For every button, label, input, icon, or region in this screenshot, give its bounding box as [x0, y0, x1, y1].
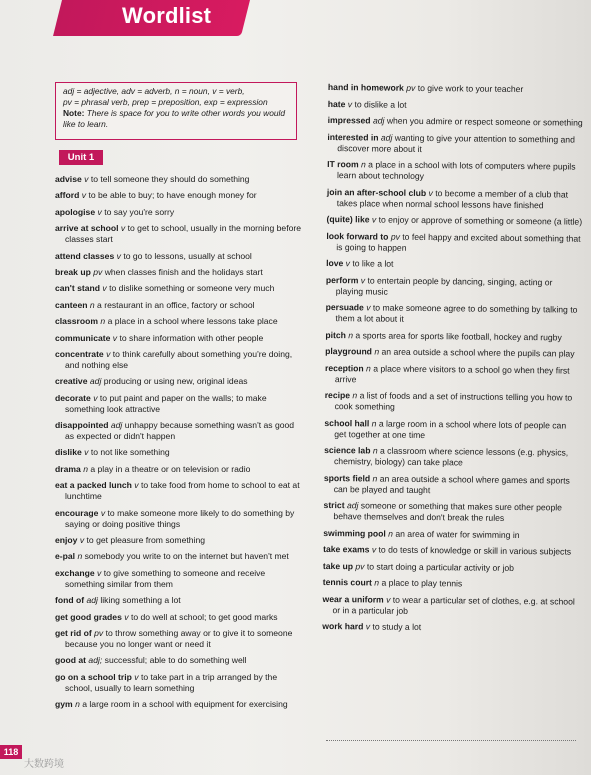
- entry-definition: to make someone more likely to do something by saying or doing positive things: [65, 507, 295, 529]
- entry-word: school hall: [324, 417, 370, 428]
- entry-definition: wanting to give your attention to something and discover more about it: [337, 132, 575, 154]
- wordlist-entry: [55, 551, 303, 562]
- entry-definition: to go to lessons, usually at school: [123, 250, 252, 261]
- entry-definition: when classes finish and the holidays start: [104, 266, 263, 277]
- entry-definition: to give something to someone and receive something similar from them: [65, 567, 266, 589]
- entry-part-of-speech: v: [97, 206, 102, 217]
- wordlist-entry: [55, 333, 303, 344]
- wordlist-entry: [322, 621, 578, 635]
- entry-part-of-speech: n: [100, 316, 106, 327]
- entry-definition: to start doing a particular activity or job: [366, 560, 515, 573]
- entry-word: IT room: [327, 158, 359, 170]
- entry-definition: to entertain people by dancing, singing, acting or playing music: [335, 274, 553, 297]
- entry-part-of-speech: v: [371, 214, 377, 225]
- entry-word: join an after-school club: [326, 186, 427, 198]
- entry-part-of-speech: adj: [86, 595, 98, 606]
- wordlist-entry: [55, 316, 303, 327]
- entry-definition: to think carefully about something you're doing, and nothing else: [65, 348, 293, 370]
- entry-part-of-speech: n: [75, 699, 80, 710]
- entry-word: get rid of: [55, 627, 92, 638]
- wordlist-entry: [326, 230, 582, 255]
- entry-part-of-speech: v: [345, 258, 351, 269]
- entry-word: eat a packed lunch: [55, 480, 132, 491]
- entry-part-of-speech: pv: [406, 82, 416, 93]
- entry-word: tennis court: [322, 576, 373, 588]
- entry-part-of-speech: v: [428, 187, 433, 198]
- entry-definition: to not like something: [90, 447, 170, 458]
- wordlist-entry: [327, 214, 583, 228]
- entry-part-of-speech: n: [372, 472, 378, 484]
- entry-word: take up: [322, 560, 354, 571]
- entry-definition: an area of water for swimming in: [395, 528, 520, 540]
- entry-part-of-speech: v: [84, 447, 89, 458]
- entry-part-of-speech: n: [83, 463, 88, 474]
- entry-definition: a sports area for sports like football, hockey and rugby: [355, 329, 562, 342]
- note-label: Note:: [63, 108, 85, 118]
- entry-part-of-speech: v: [360, 274, 366, 285]
- wordlist-entry: [55, 349, 303, 371]
- entry-word: arrive at school: [55, 223, 119, 234]
- wordlist-entry: [55, 480, 303, 502]
- wordlist-entry: [325, 329, 581, 343]
- entry-part-of-speech: n: [371, 417, 377, 429]
- abbreviations-box: [55, 82, 297, 140]
- entry-definition: to give work to your teacher: [417, 82, 524, 95]
- entry-part-of-speech: v: [79, 535, 85, 546]
- entry-definition: to take part in a trip arranged by the school, usually to learn something: [65, 671, 278, 693]
- wordlist-entry: [55, 420, 303, 442]
- wordlist-entry: [55, 628, 303, 650]
- unit-badge: Unit 1: [59, 150, 103, 165]
- entry-word: take exams: [323, 543, 370, 555]
- notes-line[interactable]: [326, 740, 576, 741]
- wordlist-entry: [324, 417, 580, 442]
- wordlist-entry: [55, 535, 303, 546]
- entry-definition: a place to play tennis: [381, 577, 463, 589]
- wordlist-entry: [55, 655, 303, 666]
- entry-word: (quite) like: [326, 213, 370, 225]
- entry-word: dislike: [55, 447, 82, 458]
- entry-definition: to study a lot: [372, 621, 422, 633]
- entry-definition: a large room in a school where lots of people can get together at one time: [334, 418, 567, 440]
- entry-word: attend classes: [55, 250, 115, 261]
- entry-word: canteen: [55, 299, 88, 310]
- entry-part-of-speech: v: [102, 283, 107, 294]
- entry-definition: a classroom where science lessons (e.g. physics, chemistry, biology) can take place: [333, 445, 569, 468]
- wordlist-entry: [323, 577, 579, 591]
- entry-word: can't stand: [55, 283, 101, 294]
- page-number: 118: [0, 745, 22, 759]
- entry-definition: to say you're sorry: [104, 206, 175, 217]
- wordlist-entry: [55, 267, 303, 278]
- entry-word: sports field: [323, 472, 371, 483]
- entry-word: hand in homework: [327, 82, 404, 93]
- wordlist-entry: [324, 445, 580, 470]
- entry-part-of-speech: pv: [93, 266, 103, 277]
- entry-word: recipe: [324, 389, 351, 401]
- entry-part-of-speech: n: [372, 445, 378, 456]
- wordlist-entry: [323, 527, 579, 541]
- entry-word: apologise: [55, 206, 96, 217]
- entry-part-of-speech: v: [106, 348, 111, 359]
- entry-part-of-speech: v: [134, 480, 139, 491]
- entry-part-of-speech: n: [388, 528, 394, 539]
- wordlist-entry: [323, 500, 579, 525]
- entry-definition: to do tests of knowledge or skill in various subjects: [378, 544, 572, 557]
- wordlist-entry: [55, 612, 303, 623]
- entry-definition: to become a member of a club that takes place when normal school lessons have finished: [336, 187, 569, 210]
- entry-part-of-speech: v: [97, 567, 102, 578]
- wordlist-entry: [55, 595, 303, 606]
- entry-part-of-speech: v: [100, 507, 106, 518]
- entry-definition: to dislike a lot: [354, 98, 407, 110]
- entry-part-of-speech: adj: [372, 115, 385, 126]
- entry-part-of-speech: v: [124, 611, 129, 622]
- entry-part-of-speech: v: [116, 250, 121, 261]
- entry-word: love: [326, 257, 344, 269]
- wordlist-entry: [55, 508, 303, 530]
- entry-definition: somebody you write to on the internet but haven't met: [84, 551, 289, 562]
- entry-part-of-speech: v: [84, 174, 89, 184]
- abbrev-line-2: pv = phrasal verb, prep = preposition, exp = expression: [63, 97, 268, 107]
- wordlist-entry: [55, 300, 303, 311]
- wordlist-entry: [55, 568, 303, 590]
- entry-word: playground: [325, 345, 373, 357]
- entry-word: enjoy: [55, 535, 78, 546]
- entry-part-of-speech: n: [89, 299, 95, 310]
- entry-word: strict: [323, 499, 345, 511]
- entry-definition: to get pleasure from something: [86, 535, 205, 546]
- entry-part-of-speech: v: [134, 671, 139, 682]
- entry-word: persuade: [325, 301, 364, 313]
- entry-definition: unhappy because something wasn't as good as expected or didn't happen: [65, 420, 295, 442]
- entry-word: concentrate: [55, 348, 104, 359]
- entry-part-of-speech: v: [120, 223, 126, 234]
- entry-word: science lab: [324, 444, 371, 456]
- entry-word: creative: [55, 376, 88, 387]
- entry-definition: to get to school, usually in the morning before classes start: [65, 223, 302, 245]
- entry-word: go on a school trip: [55, 671, 132, 682]
- wordlist-entry: [55, 447, 303, 458]
- entry-part-of-speech: v: [93, 392, 98, 403]
- wordlist-entry: [325, 346, 581, 360]
- entry-word: afford: [55, 190, 80, 201]
- entry-part-of-speech: v: [347, 98, 353, 109]
- wordlist-entry: [55, 251, 303, 262]
- entry-part-of-speech: v: [386, 594, 391, 605]
- entry-word: impressed: [327, 114, 371, 126]
- wordlist-entry: [55, 376, 303, 387]
- entry-definition: to share information with other people: [119, 332, 264, 343]
- wordlist-entry: [324, 472, 580, 497]
- entry-definition: to enjoy or approve of something or someone (a little): [378, 214, 583, 227]
- entry-part-of-speech: adj: [346, 500, 359, 511]
- entry-part-of-speech: n: [77, 551, 83, 562]
- entry-word: drama: [55, 463, 81, 474]
- wordlist-entry: [325, 390, 581, 415]
- entry-definition: to be able to buy; to have enough money for: [88, 190, 257, 201]
- entry-definition: a list of foods and a set of instructions telling you how to cook something: [334, 390, 573, 412]
- entry-definition: a large room in a school with equipment for exercising: [82, 699, 288, 710]
- wordlist-entry: [326, 274, 582, 299]
- wordlist-entry: [323, 560, 579, 574]
- watermark-text: 大数跨境: [24, 759, 64, 770]
- wordlist-entry: [55, 672, 303, 694]
- entry-word: communicate: [55, 332, 111, 343]
- wordlist-entry: [328, 82, 584, 96]
- wordlist-entry: [322, 593, 578, 618]
- wordlist-entry: [327, 186, 583, 211]
- wordlist-entry: [327, 131, 583, 156]
- entry-word: e-pal: [55, 551, 76, 562]
- entry-part-of-speech: v: [112, 332, 118, 343]
- entry-definition: a place in a school with lots of computers where pupils learn about technology: [336, 159, 576, 182]
- wordlist-entry: [55, 207, 303, 218]
- entry-word: pitch: [325, 329, 346, 340]
- wordlist-entry: [325, 362, 581, 387]
- entry-word: classroom: [55, 316, 98, 327]
- entry-definition: successful; able to do something well: [104, 655, 247, 666]
- entry-definition: when you admire or respect someone or something: [386, 115, 583, 128]
- entry-part-of-speech: n: [374, 346, 380, 357]
- entry-word: interested in: [327, 131, 379, 143]
- page-title: Wordlist: [122, 3, 212, 28]
- right-column: [322, 82, 584, 640]
- entry-word: fond of: [55, 595, 85, 606]
- entry-part-of-speech: n: [366, 362, 371, 373]
- entry-word: good at: [55, 655, 87, 666]
- entry-word: advise: [55, 174, 82, 184]
- entry-definition: to feel happy and excited about something that is going to happen: [336, 231, 581, 253]
- entry-part-of-speech: pv: [355, 560, 365, 571]
- entry-definition: to wear a particular set of clothes, e.g. at school or in a particular job: [332, 594, 575, 616]
- wordlist-entry: [326, 258, 582, 272]
- entry-definition: to like a lot: [352, 258, 394, 269]
- entry-definition: to throw something away or to give it to someone because you no longer want or need it: [65, 627, 293, 649]
- entry-part-of-speech: adj: [89, 376, 102, 387]
- entry-word: wear a uniform: [322, 593, 384, 605]
- entry-word: work hard: [322, 620, 364, 632]
- entry-word: exchange: [55, 567, 95, 578]
- entry-definition: an area outside a school where the pupils can play: [381, 346, 575, 359]
- entry-part-of-speech: v: [365, 621, 371, 632]
- entry-word: reception: [324, 362, 364, 373]
- entry-definition: to make someone agree to do something by talking to them a lot about it: [335, 302, 578, 324]
- entry-definition: producing or using new, original ideas: [103, 376, 248, 387]
- entry-word: disappointed: [55, 420, 109, 431]
- entry-definition: someone or something that makes sure other people behave themselves and don't break the rules: [333, 500, 563, 523]
- entry-word: swimming pool: [323, 527, 386, 539]
- wordlist-entry: [55, 174, 303, 185]
- abbrev-note: [63, 108, 289, 130]
- entry-part-of-speech: pv: [94, 627, 104, 638]
- wordlist-entry: [327, 159, 583, 184]
- left-column: [55, 174, 303, 716]
- entry-definition: to take food from home to school to eat at lunchtime: [65, 480, 300, 502]
- entry-definition: a play in a theatre or on television or radio: [90, 463, 251, 474]
- entry-definition: an area outside a school where games and sports can be played and taught: [333, 473, 570, 495]
- entry-word: gym: [55, 699, 73, 710]
- entry-definition: to dislike something or someone very much: [109, 283, 275, 294]
- entry-part-of-speech: n: [348, 329, 354, 340]
- entry-definition: to do well at school; to get good marks: [130, 611, 278, 622]
- wordlist-entry: [55, 393, 303, 415]
- note-text: There is space for you to write other words you would like to learn.: [63, 108, 286, 129]
- wordlist-entry: [328, 98, 584, 112]
- entry-word: encourage: [55, 507, 99, 518]
- entry-definition: to put paint and paper on the walls; to make something look attractive: [65, 392, 267, 414]
- entry-part-of-speech: adj: [380, 132, 393, 143]
- entry-word: break up: [55, 266, 91, 277]
- wordlist-entry: [55, 223, 303, 245]
- entry-definition: a restaurant in an office, factory or school: [97, 299, 255, 310]
- wordlist-entry: [325, 302, 581, 327]
- wordlist-entry: [55, 190, 303, 201]
- wordlist-entry: [55, 699, 303, 710]
- entry-part-of-speech: n: [352, 390, 358, 401]
- wordlist-entry: [55, 283, 303, 294]
- entry-word: hate: [327, 98, 346, 109]
- entry-part-of-speech: pv: [390, 231, 400, 242]
- entry-definition: a place in a school where lessons take place: [107, 316, 278, 327]
- wordlist-entry: [323, 544, 579, 558]
- entry-part-of-speech: n: [374, 577, 380, 588]
- entry-part-of-speech: adj;: [88, 655, 103, 666]
- entry-word: decorate: [55, 392, 91, 403]
- entry-word: perform: [325, 274, 359, 285]
- entry-part-of-speech: adj: [110, 420, 123, 431]
- entry-part-of-speech: n: [360, 159, 366, 170]
- entry-definition: to tell someone they should do something: [90, 174, 250, 184]
- wordlist-entry: [55, 464, 303, 475]
- abbrev-line-1: adj = adjective, adv = adverb, n = noun, v = verb,: [63, 86, 245, 96]
- wordlist-entry: [328, 115, 584, 129]
- entry-word: get good grades: [55, 611, 122, 622]
- entry-word: look forward to: [326, 230, 389, 242]
- entry-definition: liking something a lot: [100, 595, 181, 606]
- entry-definition: a place where visitors to a school go when they first arrive: [334, 362, 570, 384]
- entry-part-of-speech: v: [81, 190, 87, 201]
- entry-part-of-speech: v: [366, 302, 371, 313]
- entry-part-of-speech: v: [371, 544, 377, 555]
